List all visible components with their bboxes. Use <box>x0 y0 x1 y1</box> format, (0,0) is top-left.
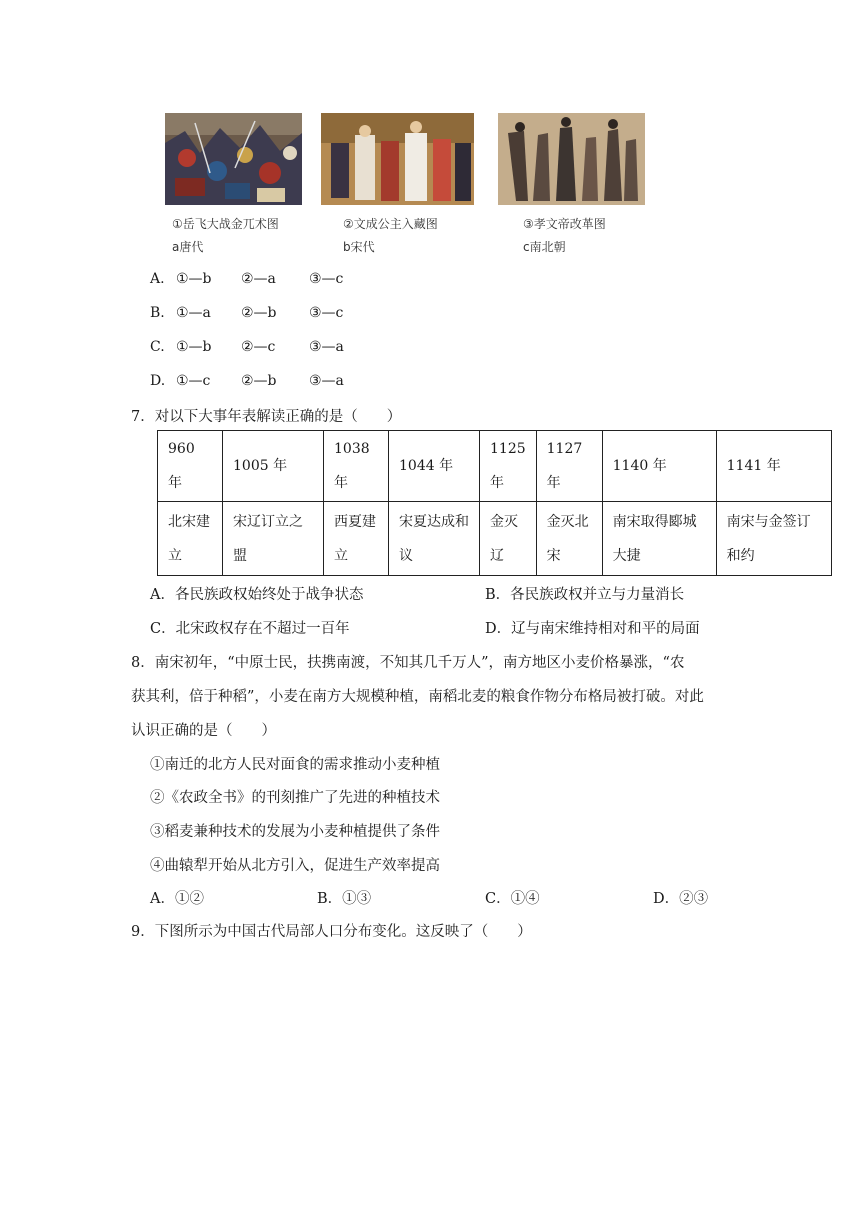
table-cell: 1141 年 <box>716 431 831 502</box>
option-letter: C. <box>150 339 165 355</box>
table-cell: 南宋取得郾城大捷 <box>602 502 716 576</box>
table-cell: 1140 年 <box>602 431 716 502</box>
q8-stem-line-2: 获其利，倍于种稻”，小麦在南方大规模种植，南稻北麦的粮食作物分布格局被打破。对此 <box>131 689 704 705</box>
pair-1: ①—c <box>176 373 211 389</box>
pair-1: ①—b <box>176 339 212 355</box>
option-letter: D. <box>150 373 166 389</box>
q8-option-b[interactable]: B．①③ <box>317 891 372 907</box>
table-cell: 1044 年 <box>389 431 480 502</box>
table-cell: 金灭辽 <box>480 502 537 576</box>
image-caption-2: ②文成公主入藏图 <box>343 217 438 231</box>
pair-3: ③—c <box>309 271 344 287</box>
q8-stem-line-3: 认识正确的是（ ） <box>131 723 276 739</box>
q8-statement-3: ③稻麦兼种技术的发展为小麦种植提供了条件 <box>150 824 440 840</box>
q8-option-a[interactable]: A．①② <box>150 891 204 907</box>
table-cell: 960 年 <box>158 431 223 502</box>
q9-stem: 9．下图所示为中国古代局部人口分布变化。这反映了（ ） <box>131 924 532 940</box>
pair-1: ①—b <box>176 271 212 287</box>
q8-option-d[interactable]: D．②③ <box>653 891 709 907</box>
q8-statement-4: ④曲辕犁开始从北方引入，促进生产效率提高 <box>150 858 440 874</box>
image-option-b: b宋代 <box>343 240 375 254</box>
table-cell: 宋辽订立之盟 <box>223 502 324 576</box>
table-cell: 1005 年 <box>223 431 324 502</box>
table-cell: 西夏建立 <box>324 502 389 576</box>
q7-option-c[interactable]: C．北宋政权存在不超过一百年 <box>150 621 350 637</box>
painting-yuefei-battle <box>165 113 302 205</box>
option-letter: A. <box>150 271 165 287</box>
pair-2: ②—c <box>241 339 276 355</box>
painting-wencheng <box>321 113 474 205</box>
painting-xiaowen <box>498 113 645 205</box>
timeline-table <box>157 430 832 576</box>
q6-option-b[interactable] <box>150 305 343 321</box>
option-letter: B. <box>150 305 165 321</box>
q8-statement-2: ②《农政全书》的刊刻推广了先进的种植技术 <box>150 790 440 806</box>
table-cell: 1125 年 <box>480 431 537 502</box>
pair-2: ②—a <box>241 271 276 287</box>
q8-stem-line-1: 8．南宋初年，“中原士民，扶携南渡，不知其几千万人”，南方地区小麦价格暴涨，“农 <box>131 655 685 671</box>
q7-option-b[interactable]: B．各民族政权并立与力量消长 <box>485 587 685 603</box>
pair-3: ③—c <box>309 305 344 321</box>
pair-2: ②—b <box>241 373 277 389</box>
pair-3: ③—a <box>309 339 344 355</box>
q6-option-c[interactable] <box>150 339 344 355</box>
pair-1: ①—a <box>176 305 211 321</box>
table-row-events <box>158 502 832 576</box>
table-cell: 金灭北宋 <box>536 502 602 576</box>
image-caption-1: ①岳飞大战金兀术图 <box>172 217 279 231</box>
table-cell: 1038 年 <box>324 431 389 502</box>
q7-option-d[interactable]: D．辽与南宋维持相对和平的局面 <box>485 621 700 637</box>
q8-statement-1: ①南迁的北方人民对面食的需求推动小麦种植 <box>150 757 440 773</box>
pair-2: ②—b <box>241 305 277 321</box>
table-row-years <box>158 431 832 502</box>
table-cell: 1127 年 <box>536 431 602 502</box>
q8-option-c[interactable]: C．①④ <box>485 891 540 907</box>
q6-option-d[interactable] <box>150 373 344 389</box>
table-cell: 宋夏达成和议 <box>389 502 480 576</box>
table-cell: 北宋建立 <box>158 502 223 576</box>
pair-3: ③—a <box>309 373 344 389</box>
image-caption-3: ③孝文帝改革图 <box>523 217 606 231</box>
q6-option-a[interactable] <box>150 271 343 287</box>
image-option-a: a唐代 <box>172 240 204 254</box>
image-option-c: c南北朝 <box>523 240 566 254</box>
table-cell: 南宋与金签订和约 <box>716 502 831 576</box>
q7-option-a[interactable]: A．各民族政权始终处于战争状态 <box>150 587 364 603</box>
q7-stem: 7．对以下大事年表解读正确的是（ ） <box>131 409 402 425</box>
